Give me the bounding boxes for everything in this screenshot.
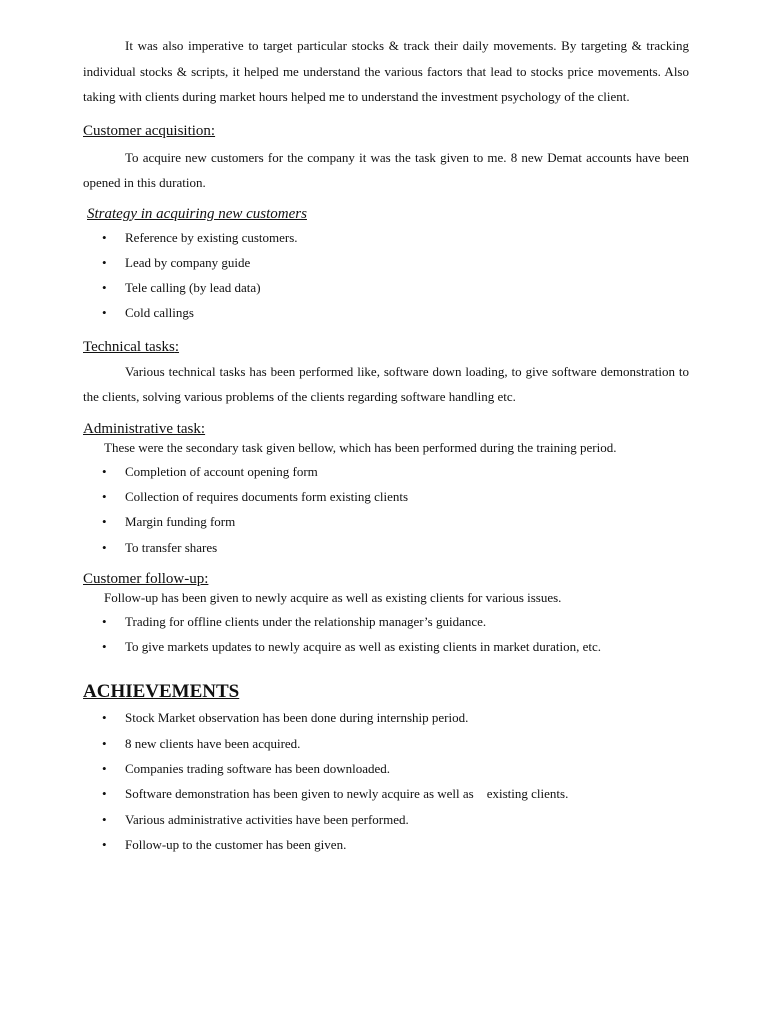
- strategy-heading: Strategy in acquiring new customers: [87, 205, 307, 222]
- list-item-text: Companies trading software has been downloaded.: [125, 761, 390, 777]
- list-item: [83, 300, 689, 325]
- list-item-text: Reference by existing customers.: [125, 229, 298, 245]
- list-item: [83, 484, 689, 509]
- list-item-text: Software demonstration has been given to newly acquire as well as existing clients.: [125, 786, 569, 802]
- list-item: [83, 634, 689, 659]
- technical-tasks-paragraph: Various technical tasks has been performed like, software down loading, to give software demonstration to the clients, solving various problems of the clients regarding software handling etc.: [83, 363, 689, 405]
- list-item: [83, 731, 689, 756]
- list-item: [83, 250, 689, 275]
- bullet-icon: •: [102, 761, 107, 777]
- list-item: [83, 535, 689, 560]
- bullet-icon: •: [102, 613, 107, 629]
- list-item: [83, 756, 689, 781]
- list-item-text: Completion of account opening form: [125, 463, 318, 479]
- bullet-icon: •: [102, 811, 107, 827]
- list-item: [83, 225, 689, 250]
- bullet-icon: •: [102, 639, 107, 655]
- list-item: [83, 275, 689, 300]
- list-item: [83, 705, 689, 730]
- list-item-text: 8 new clients have been acquired.: [125, 735, 301, 751]
- list-item-text: Cold callings: [125, 305, 194, 321]
- bullet-icon: •: [102, 735, 107, 751]
- customer-follow-up-intro: Follow-up has been given to newly acquire as well as existing clients for various issues.: [104, 589, 562, 605]
- list-item-text: Margin funding form: [125, 514, 236, 530]
- bullet-icon: •: [102, 463, 107, 479]
- customer-acquisition-heading: Customer acquisition:: [83, 122, 216, 139]
- list-item-text: To give markets updates to newly acquire as well as existing clients in market duration, etc.: [125, 639, 601, 655]
- list-item-text: To transfer shares: [125, 539, 218, 555]
- technical-tasks-heading-colon: :: [174, 338, 180, 355]
- technical-tasks-heading: [83, 339, 689, 356]
- list-item-text: Stock Market observation has been done during internship period.: [125, 710, 469, 726]
- list-item: [83, 781, 689, 806]
- achievements-list: [83, 705, 689, 857]
- document-page: [83, 33, 689, 857]
- list-item-text: Lead by company guide: [125, 254, 251, 270]
- bullet-icon: •: [102, 710, 107, 726]
- list-item-text: Collection of requires documents form existing clients: [125, 488, 409, 504]
- list-item-text: Various administrative activities have been performed.: [125, 811, 409, 827]
- list-item-text: Trading for offline clients under the relationship manager’s guidance.: [125, 613, 487, 629]
- administrative-task-intro: These were the secondary task given bellow, which has been performed during the training period.: [104, 439, 617, 455]
- bullet-icon: •: [102, 514, 107, 530]
- intro-paragraph: It was also imperative to target particular stocks & track their daily movements. By targeting & tracking individual stocks & scripts, it helped me understand the various factors that lead to stocks price movements. Also taking with clients during market hours helped me to understand the investment psychology of the client.: [83, 38, 689, 104]
- list-item: [83, 459, 689, 484]
- bullet-icon: •: [102, 305, 107, 321]
- list-item: [83, 832, 689, 857]
- technical-tasks-heading-text: Technical tasks: [83, 338, 175, 355]
- list-item: [83, 807, 689, 832]
- bullet-icon: •: [102, 539, 107, 555]
- bullet-icon: •: [102, 254, 107, 270]
- strategy-list: [83, 225, 689, 326]
- customer-follow-up-heading: Customer follow-up:: [83, 570, 209, 587]
- bullet-icon: •: [102, 280, 107, 296]
- list-item-text: Follow-up to the customer has been given.: [125, 836, 347, 852]
- achievements-heading: ACHIEVEMENTS: [83, 681, 240, 703]
- customer-acquisition-paragraph: To acquire new customers for the company it was the task given to me. 8 new Demat accounts have been opened in this duration.: [83, 149, 689, 190]
- list-item: [83, 609, 689, 634]
- bullet-icon: •: [102, 488, 107, 504]
- list-item-text: Tele calling (by lead data): [125, 280, 261, 296]
- customer-follow-up-list: [83, 609, 689, 660]
- administrative-task-heading: Administrative task:: [83, 420, 206, 437]
- bullet-icon: •: [102, 786, 107, 802]
- administrative-task-list: [83, 459, 689, 560]
- bullet-icon: •: [102, 836, 107, 852]
- bullet-icon: •: [102, 229, 107, 245]
- list-item: [83, 509, 689, 534]
